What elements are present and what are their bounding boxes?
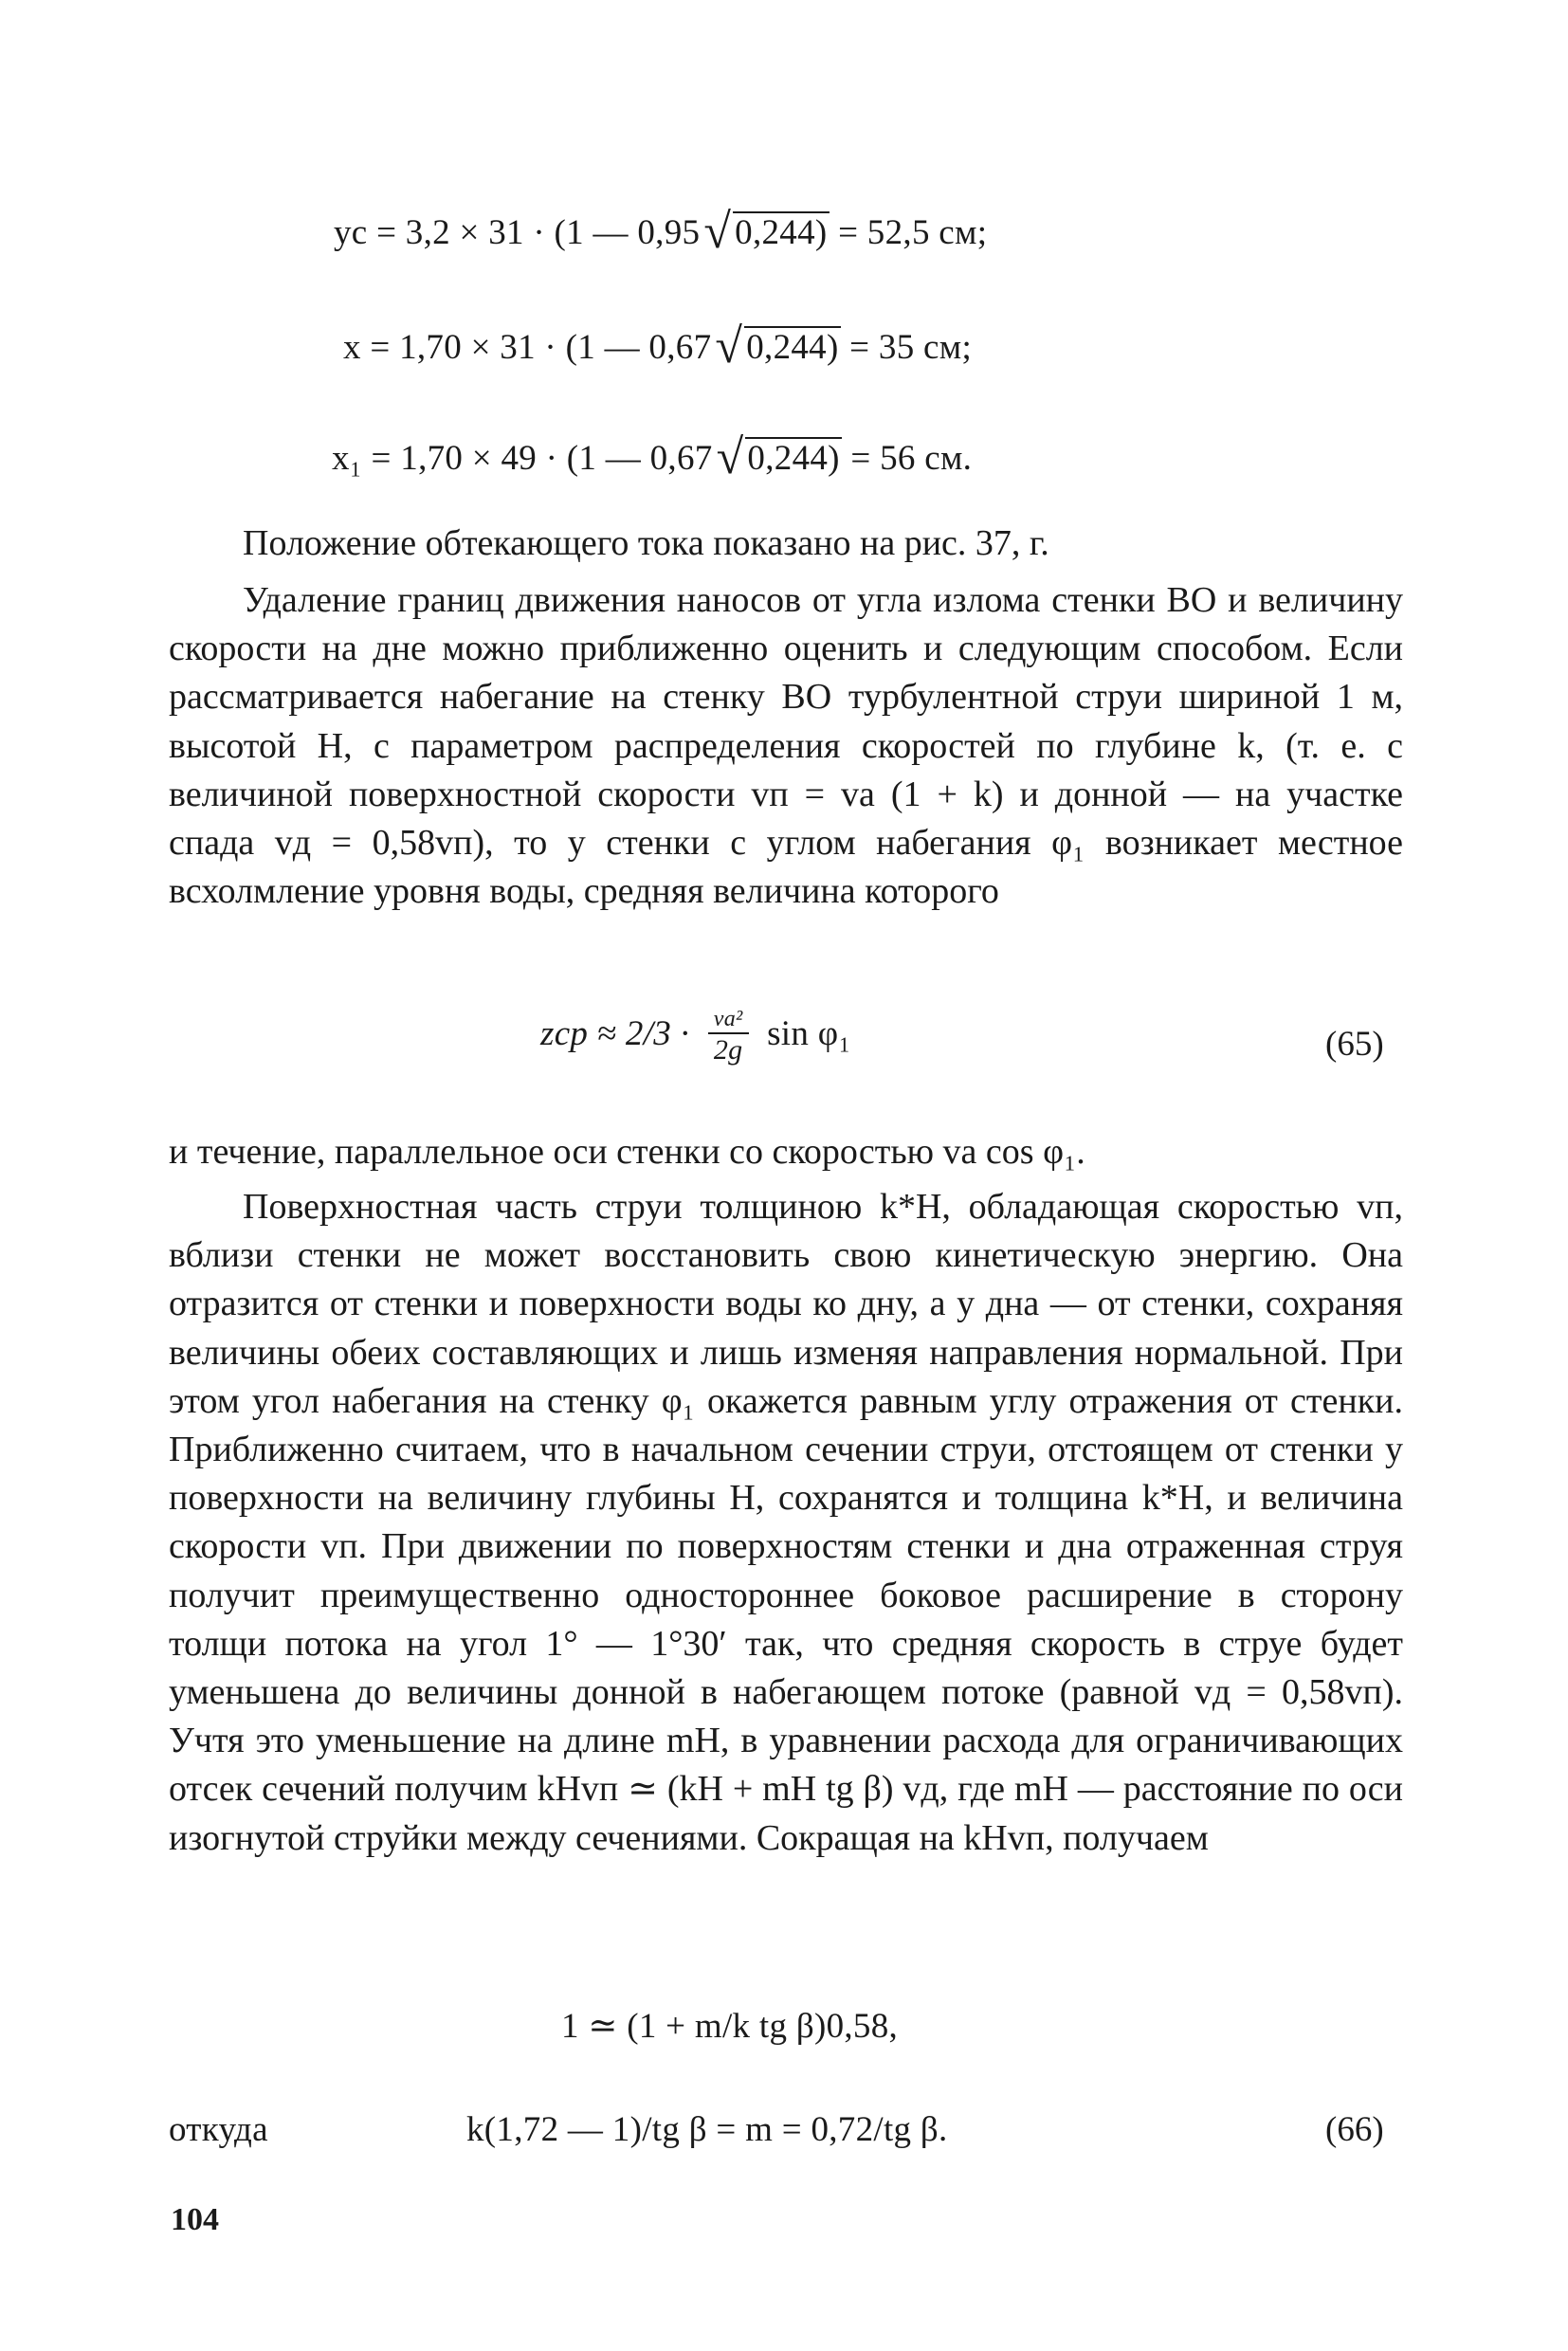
- paragraph-flow-position-text: Положение обтекающего тока показано на рис. 37, г.: [243, 523, 1049, 563]
- equation-yc: [334, 204, 987, 260]
- page-number: 104: [171, 2202, 219, 2237]
- equation-ratio: 1 ≃ (1 + m/k tg β)0,58,: [561, 2007, 899, 2046]
- equation-yc-lhs: yс = 3,2 × 31 · (1 — 0,95: [334, 213, 701, 252]
- equation-x: [343, 319, 972, 374]
- equation-x1: [332, 429, 972, 485]
- equation-x-lhs: x = 1,70 × 31 · (1 — 0,67: [343, 328, 712, 367]
- equation-x-rhs: = 35 см;: [849, 328, 973, 367]
- equation-65-rhs: sin φ₁: [767, 1013, 851, 1053]
- paragraph-parallel-flow-text: и течение, параллельное оси стенки со скоростью vа cos φ₁.: [169, 1132, 1085, 1172]
- fraction-denominator: 2g: [713, 1034, 743, 1066]
- paragraph-parallel-flow: [169, 1128, 1403, 1176]
- equation-66-prefix: откуда: [169, 2110, 268, 2149]
- paragraph-surface-jet-text: Поверхностная часть струи толщиною k*H, обладающая скоростью vп, вблизи стенки не может восстановить свою кинетическую энергию. Она отразится от стенки и поверхности воды ко дну, а у дна — от стенки, сохраняя величины обеих составляющих и лишь изменяя направления нормальной. При этом угол набегания на стенку φ₁ окажется равным углу отражения от стенки. Приближенно считаем, что в начальном сечении струи, отстоящем от стенки у поверхности на величину глубины H, сохранятся и толщина k*H, и величина скорости vп. При движении по поверхностям стенки и дна отраженная струя получит преимущественно одностороннее боковое расширение в сторону толщи потока на угол 1° — 1°30′ так, что средняя скорость в струе будет уменьшена до величины донной в набегающем потоке (равной vд = 0,58vп). Учтя это уменьшение на длине mH, в уравнении расхода для ограничивающих отсек сечений получим kHvп ≃ (kH + mH tg β) vд, где mH — расстояние по оси изогнутой струйки между сечениями. Сокращая на kHvп, получаем: [169, 1187, 1403, 1858]
- paragraph-surface-jet: [169, 1183, 1403, 1970]
- paragraph-sediment-boundary: [169, 576, 1403, 967]
- equation-66: k(1,72 — 1)/tg β = m = 0,72/tg β.: [466, 2110, 948, 2149]
- fraction-numerator: vа²: [708, 1007, 749, 1034]
- equation-x1-rhs: = 56 см.: [850, 439, 973, 478]
- radical-sign-icon: √: [716, 430, 744, 484]
- equation-65: [540, 1007, 851, 1066]
- equation-number-66: (66): [1325, 2110, 1384, 2149]
- equation-yc-radicand: 0,244): [735, 213, 828, 252]
- equation-x-radicand: 0,244): [746, 328, 839, 367]
- equation-x1-radicand: 0,244): [747, 439, 840, 478]
- radical-sign-icon: √: [703, 205, 732, 259]
- radical-sign-icon: √: [715, 319, 743, 374]
- equation-65-fraction: [708, 1007, 749, 1066]
- paragraph-sediment-boundary-text: Удаление границ движения наносов от угла излома стенки ВО и величину скорости на дне можно приближенно оценить и следующим способом. Если рассматривается набегание на стенку ВО турбулентной струи шириной 1 м, высотой H, с параметром распределения скоростей по глубине k, (т. е. с величиной поверхностной скорости vп = vа (1 + k) и донной — на участке спада vд = 0,58vп), то у стенки с углом набегания φ₁ возникает местное всхолмление уровня воды, средняя величина которого: [169, 580, 1403, 912]
- equation-x1-lhs: x₁ = 1,70 × 49 · (1 — 0,67: [332, 439, 713, 478]
- equation-number-65: (65): [1325, 1025, 1384, 1064]
- equation-yc-rhs: = 52,5 см;: [838, 213, 988, 252]
- equation-65-lhs: zср ≈ 2/3 ·: [540, 1013, 690, 1053]
- paragraph-flow-position: [169, 519, 1403, 568]
